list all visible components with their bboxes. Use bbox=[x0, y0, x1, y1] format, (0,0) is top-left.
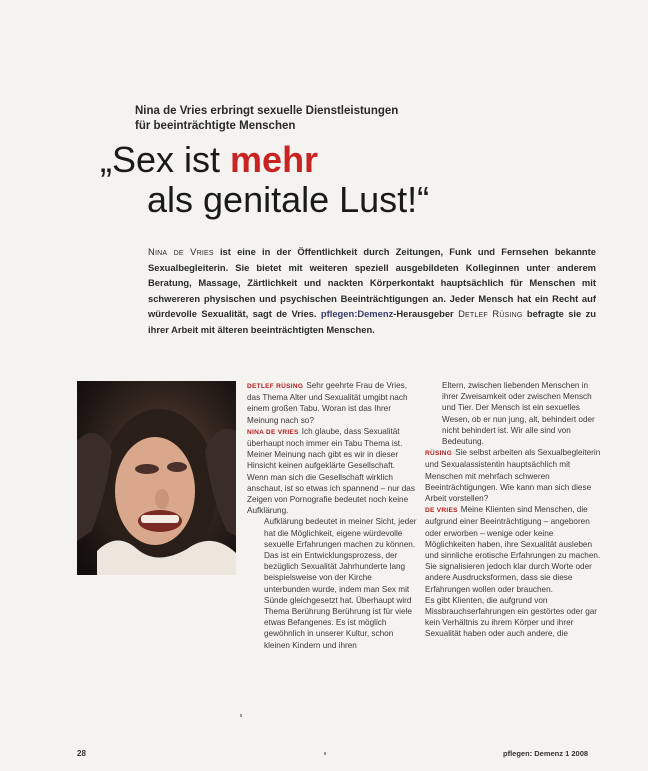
headline-line-2: als genitale Lust!“ bbox=[147, 179, 430, 220]
intro-text-1: ist eine in der Öffentlichkeit durch Zeitungen, Funk und Fernsehen bekannte Sexualbegleiterin. Sie bietet mit weiteren speziell ausgebildeten Kolleginnen unter anderem Beratung, Massage, Zärtlichkeit und nackten Körperkontakt hauptsächlich für Menschen mit schwereren physischen und psychischen Beeinträchtigungen an. Jeder Mensch hat ein Recht auf würdevolle Sexualität, sagt de Vries. bbox=[148, 246, 596, 320]
kicker-line-2: für beeinträchtigte Menschen bbox=[135, 120, 296, 132]
article-intro bbox=[148, 244, 596, 338]
interview-paragraph bbox=[425, 447, 603, 504]
interview-paragraph bbox=[425, 595, 603, 640]
kicker-line-1: Nina de Vries erbringt sexuelle Dienstleistungen bbox=[135, 105, 399, 117]
page-mark bbox=[324, 752, 326, 755]
paragraph-text: Sehr geehrte Frau de Vries, das Thema Alter und Sexualität umgibt nach einem großen Tabu. Woran ist das Ihrer Meinung nach so? bbox=[247, 381, 408, 425]
intro-brand: pflegen:Demenz bbox=[320, 308, 394, 320]
speaker-label: DETLEF RÜSING bbox=[247, 383, 304, 390]
speaker-label: NINA DE VRIES bbox=[247, 428, 299, 436]
interview-paragraph bbox=[425, 380, 603, 447]
intro-text-3: befragte sie zu ihrer Arbeit mit älteren beeinträchtigten Menschen. bbox=[148, 308, 596, 335]
interview-paragraph bbox=[247, 426, 417, 517]
page-mark bbox=[240, 714, 242, 717]
paragraph-text: Ich glaube, dass Sexualität überhaupt noch immer ein Tabu Thema ist. Meiner Meinung nach gibt es wir in dieser Hinsicht keinen aufgeklärte Gesellschaft. Wenn man sich die Gesellschaft wirklich anschaut, ist so etwas ich spannend – nur das Zeigen von Pornografie bedeutet noch keine Aufklärung. bbox=[247, 426, 415, 516]
portrait-illustration bbox=[77, 381, 236, 575]
speaker-label: RÜSING bbox=[425, 450, 453, 458]
issue-number: 1 2008 bbox=[565, 749, 589, 758]
intro-name: Nina de Vries bbox=[148, 246, 214, 257]
magazine-footer bbox=[503, 749, 588, 758]
headline-open: „Sex ist bbox=[100, 139, 231, 180]
magazine-name: pflegen: Demenz bbox=[503, 749, 564, 758]
interview-paragraph bbox=[247, 380, 417, 426]
paragraph-text: Es gibt Klienten, die aufgrund von Missbrauchserfahrungen ein gestörtes oder gar kein Verhältnis zu ihrem Körper und ihrer Sexualität haben oder auch andere, die bbox=[425, 595, 598, 639]
article-headline bbox=[100, 140, 540, 220]
interview-column-2 bbox=[425, 380, 603, 640]
intro-text-2: -Herausgeber bbox=[393, 308, 459, 320]
intro-editor: Detlef Rüsing bbox=[458, 308, 523, 320]
paragraph-text: Eltern, zwischen liebenden Menschen in ihrer Zweisamkeit oder zwischen Mensch und Tier. Der Mensch ist ein sexuelles Wesen, ob er nun jung, alt, behindert oder nicht behindert ist. Wir alle sind von Bedeutung. bbox=[442, 381, 595, 447]
page-number: 28 bbox=[77, 749, 86, 758]
speaker-label: DE VRIES bbox=[425, 507, 458, 515]
paragraph-text: Aufklärung bedeutet in meiner Sicht, jeder hat die Möglichkeit, eigene würdevolle sexuelle Erfahrungen machen zu können. Das ist ein Entwicklungsprozess, der bezüglich Sexualität Jahrhunderte lang beispielsweise von der Kirche unterbunden wurde, indem man Sex mit Sünde gleichgesetzt hat. Überhaupt wird Thema Berührung Berührung ist für viele etwas Befangenes. Es ist möglich gewöhnlich in unserer Kultur, schon kleinen Kindern und ihren bbox=[264, 517, 417, 650]
interview-paragraph bbox=[247, 516, 417, 650]
interview-column-1 bbox=[247, 380, 417, 651]
paragraph-text: Meine Klienten sind Menschen, die aufgrund einer Beeinträchtigung – angeboren oder erworben – wenige oder keine Möglichkeiten haben, ihre Sexualität ausleben und sinnliche erotische Erfahrungen zu machen. Sie signalisieren jedoch klar durch Worte oder andere Ausdrucksformen, dass sie diese Erfahrungen wollen oder brauchen. bbox=[425, 505, 601, 594]
paragraph-text: Sie selbst arbeiten als Sexualbegleiterin und Sexualassistentin hauptsächlich mit Menschen mit mehrfach schweren Beeinträchtigungen. Wie kann man sich diese Arbeit vorstellen? bbox=[425, 448, 601, 504]
interview-paragraph bbox=[425, 504, 603, 595]
headline-highlight: mehr bbox=[230, 139, 319, 180]
article-kicker bbox=[135, 104, 465, 134]
portrait-photo bbox=[77, 381, 236, 575]
